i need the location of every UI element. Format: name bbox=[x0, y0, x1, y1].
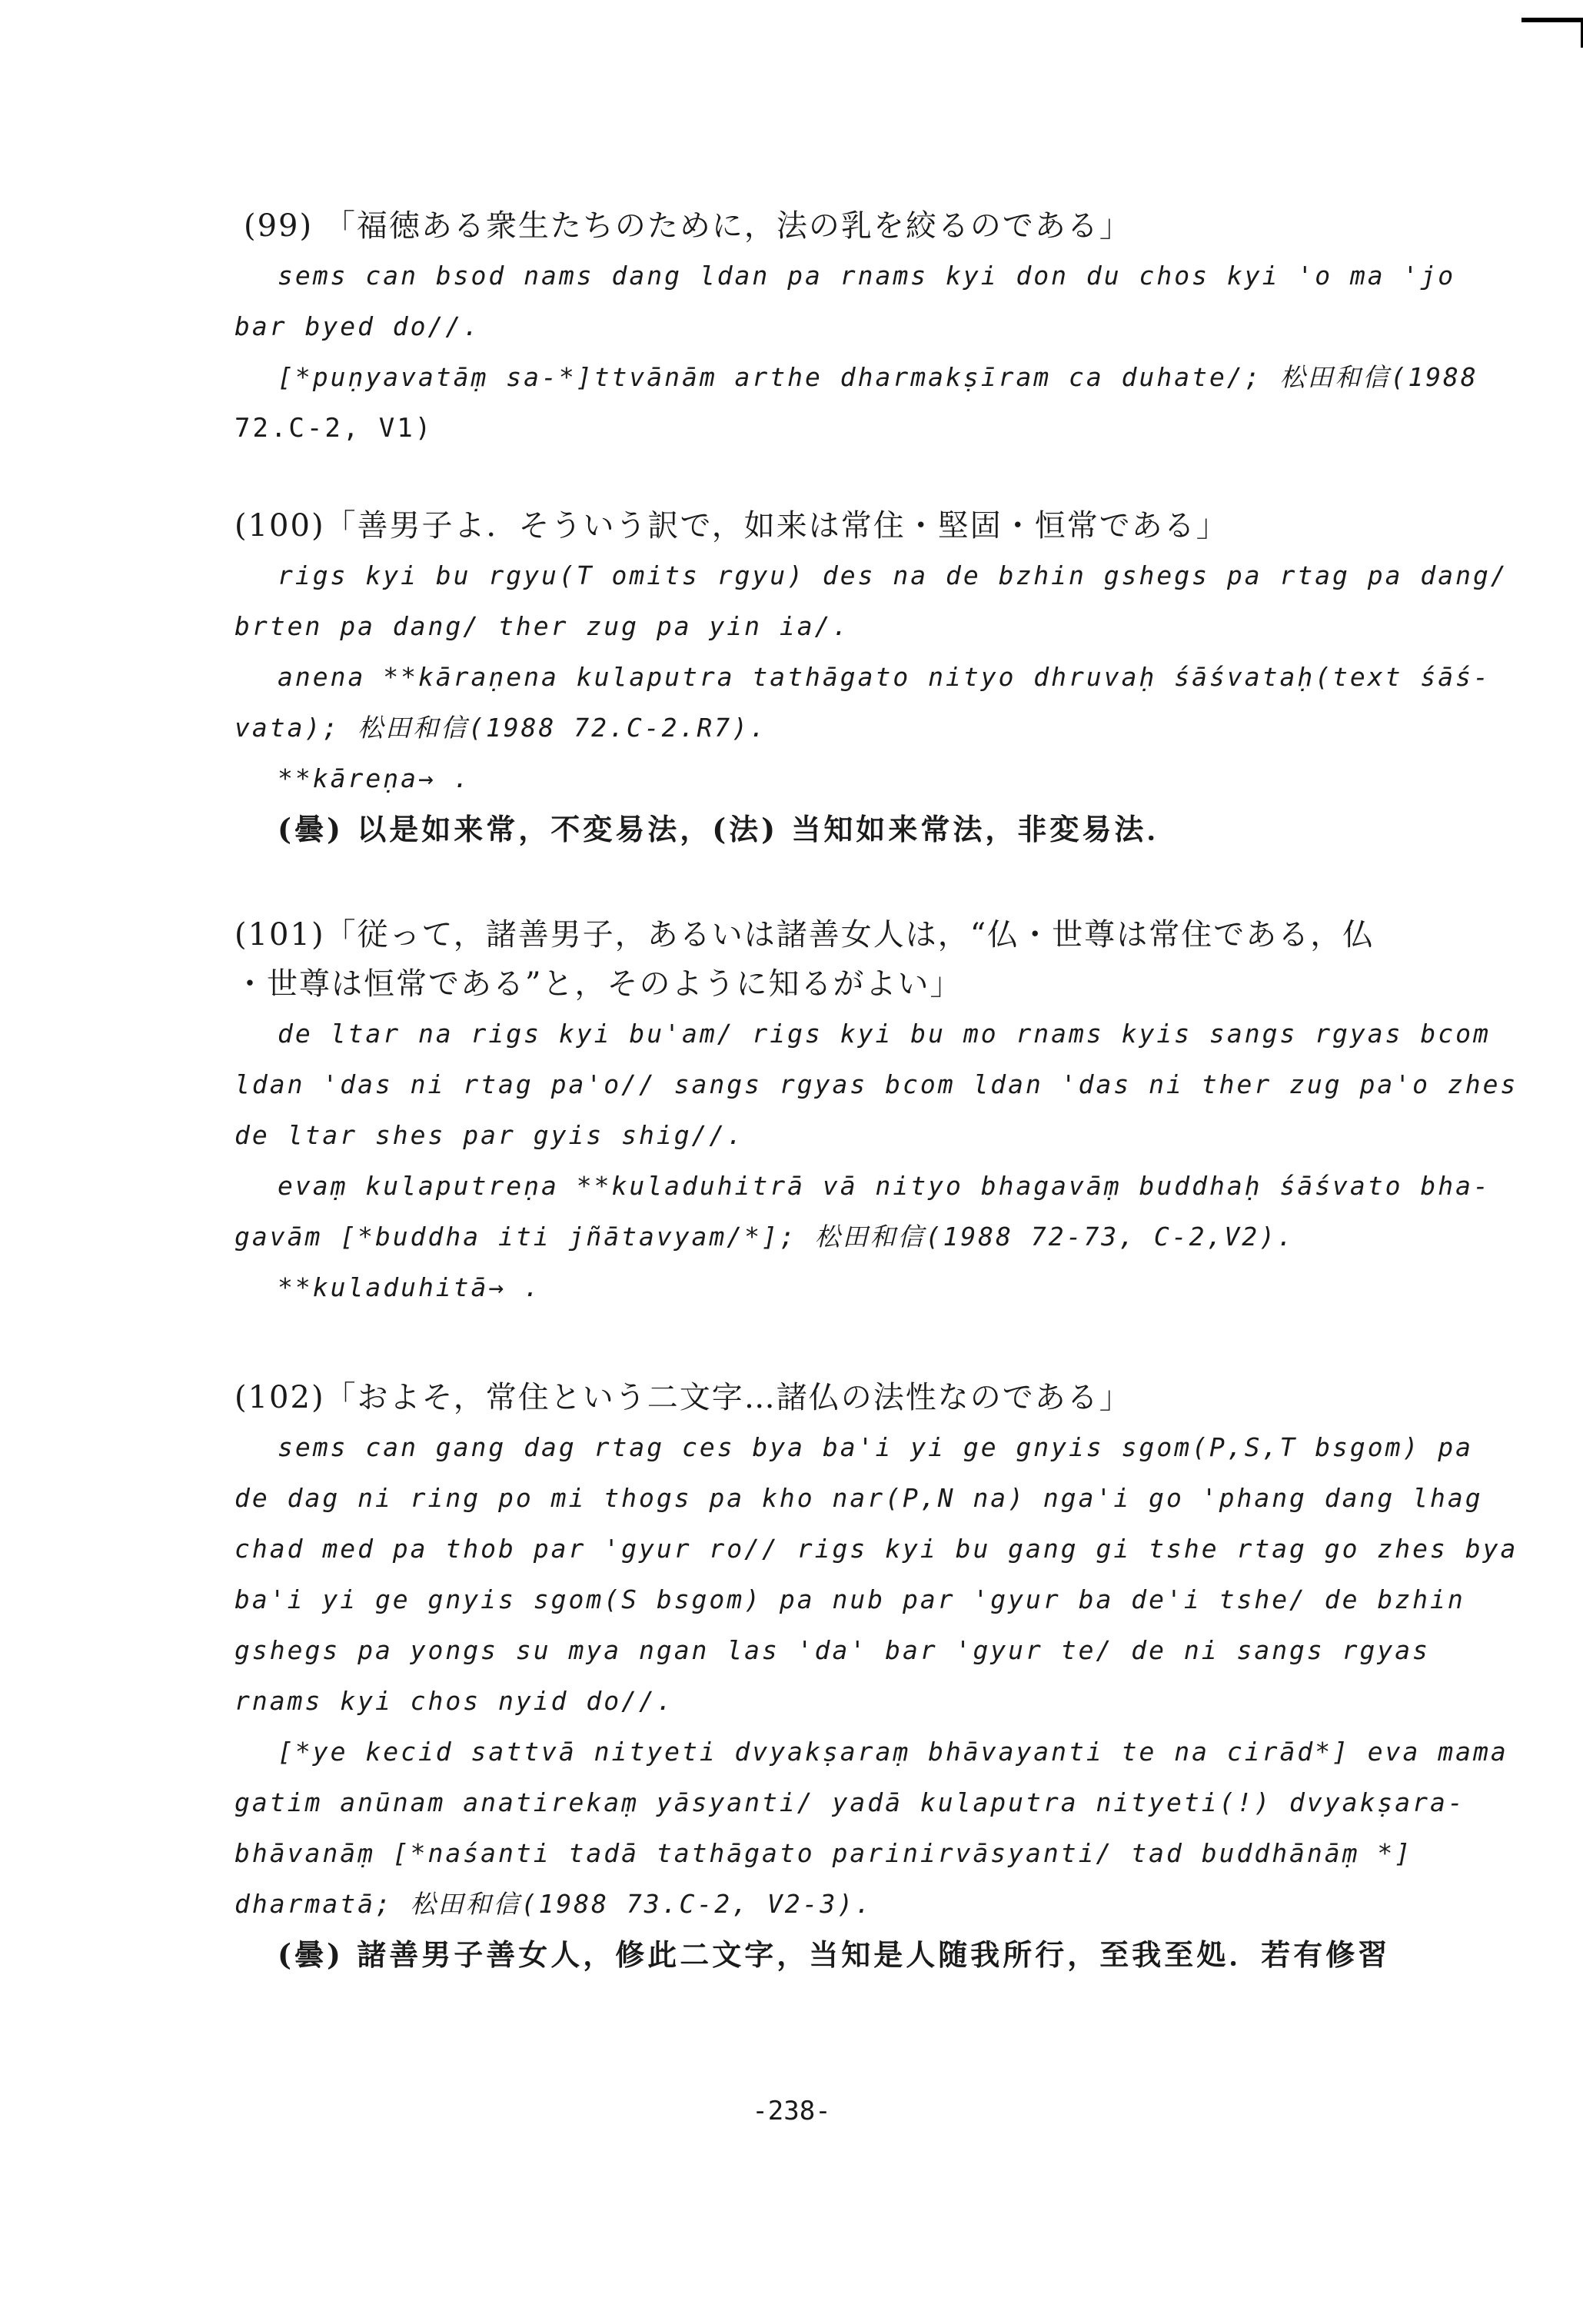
note-line: **kuladuhitā→ . bbox=[278, 1272, 542, 1302]
tibetan-line: ba'i yi ge gnyis sgom(S bsgom) pa nub par 'gyur ba de'i tshe/ de bzhin bbox=[234, 1584, 1465, 1614]
tibetan-line: bar byed do//. bbox=[234, 311, 481, 341]
sanskrit-line: vata); 松田和信(1988 72.C-2.R7). bbox=[234, 713, 767, 743]
sanskrit-line: anena **kāraṇena kulaputra tathāgato nityo dhruvaḥ śāśvataḥ(text śāś- bbox=[278, 662, 1491, 692]
entry-heading: (102)「およそ，常住という二文字…諸仏の法性なのである」 bbox=[234, 1380, 1132, 1415]
chinese-parallel: (曇) 諸善男子善女人，修此二文字，当知是人随我所行，至我至処．若有修習 bbox=[278, 1937, 1391, 1972]
entry-101 bbox=[234, 910, 1518, 1313]
tibetan-line: brten pa dang/ ther zug pa yin ia/. bbox=[234, 611, 850, 641]
sanskrit-line: gatim anūnam anatirekaṃ yāsyanti/ yadā kulaputra nityeti(!) dvyakṣara- bbox=[234, 1787, 1465, 1817]
tibetan-line: chad med pa thob par 'gyur ro// rigs kyi bu gang gi tshe rtag go zhes bya bbox=[234, 1534, 1518, 1564]
tibetan-line: de ltar na rigs kyi bu'am/ rigs kyi bu mo rnams kyis sangs rgyas bcom bbox=[278, 1019, 1491, 1049]
sanskrit-line: bhāvanāṃ [*naśanti tadā tathāgato parinirvāsyanti/ tad buddhānāṃ *] bbox=[234, 1838, 1413, 1868]
tibetan-line: rigs kyi bu rgyu(T omits rgyu) des na de bzhin gshegs pa rtag pa dang/ bbox=[278, 560, 1508, 590]
tibetan-line: rnams kyi chos nyid do//. bbox=[234, 1686, 674, 1716]
entry-99 bbox=[234, 201, 1478, 454]
tibetan-line: sems can gang dag rtag ces bya ba'i yi ge gnyis sgom(P,S,T bsgom) pa bbox=[278, 1432, 1474, 1462]
tibetan-line: de ltar shes par gyis shig//. bbox=[234, 1120, 745, 1150]
entry-102 bbox=[234, 1373, 1518, 1980]
entry-heading: (100)「善男子よ．そういう訳で，如来は常住・堅固・恒常である」 bbox=[234, 508, 1229, 544]
tibetan-line: de dag ni ring po mi thogs pa kho nar(P,N na) nga'i go 'phang dang lhag bbox=[234, 1483, 1483, 1513]
sanskrit-line: dharmatā; 松田和信(1988 73.C-2, V2-3). bbox=[234, 1889, 873, 1919]
tibetan-line: gshegs pa yongs su mya ngan las 'da' bar 'gyur te/ de ni sangs rgyas bbox=[234, 1635, 1431, 1665]
sanskrit-line: [*ye kecid sattvā nityeti dvyakṣaraṃ bhāvayanti te na cirād*] eva mama bbox=[278, 1737, 1508, 1767]
entry-heading-continued: ・世尊は恒常である”と，そのように知るがよい」 bbox=[234, 966, 963, 1002]
page-number: -238- bbox=[752, 2096, 831, 2126]
sanskrit-line: gavām [*buddha iti jñātavyam/*]; 松田和信(1988 72-73, C-2,V2). bbox=[234, 1222, 1295, 1252]
note-line: **kāreṇa→ . bbox=[278, 763, 471, 793]
tibetan-line: ldan 'das ni rtag pa'o// sangs rgyas bcom ldan 'das ni ther zug pa'o zhes bbox=[234, 1069, 1518, 1099]
corner-crop-mark bbox=[1521, 17, 1583, 48]
entry-heading: (99) 「福徳ある衆生たちのために，法の乳を絞るのである」 bbox=[244, 208, 1132, 244]
reference-line: 72.C-2, V1) bbox=[234, 413, 434, 444]
entry-heading: (101)「従って，諸善男子，あるいは諸善女人は，“仏・世尊は常住である，仏 bbox=[234, 917, 1375, 953]
chinese-parallel: (曇) 以是如来常，不変易法，(法) 当知如来常法，非変易法． bbox=[278, 812, 1179, 846]
sanskrit-line: [*puṇyavatāṃ sa-*]ttvānām arthe dharmakṣīram ca duhate/; 松田和信(1988 bbox=[278, 362, 1478, 392]
entry-100 bbox=[234, 501, 1508, 855]
sanskrit-line: evaṃ kulaputreṇa **kuladuhitrā vā nityo bhagavāṃ buddhaḥ śāśvato bha- bbox=[278, 1171, 1491, 1201]
tibetan-line: sems can bsod nams dang ldan pa rnams kyi don du chos kyi 'o ma 'jo bbox=[278, 261, 1456, 291]
